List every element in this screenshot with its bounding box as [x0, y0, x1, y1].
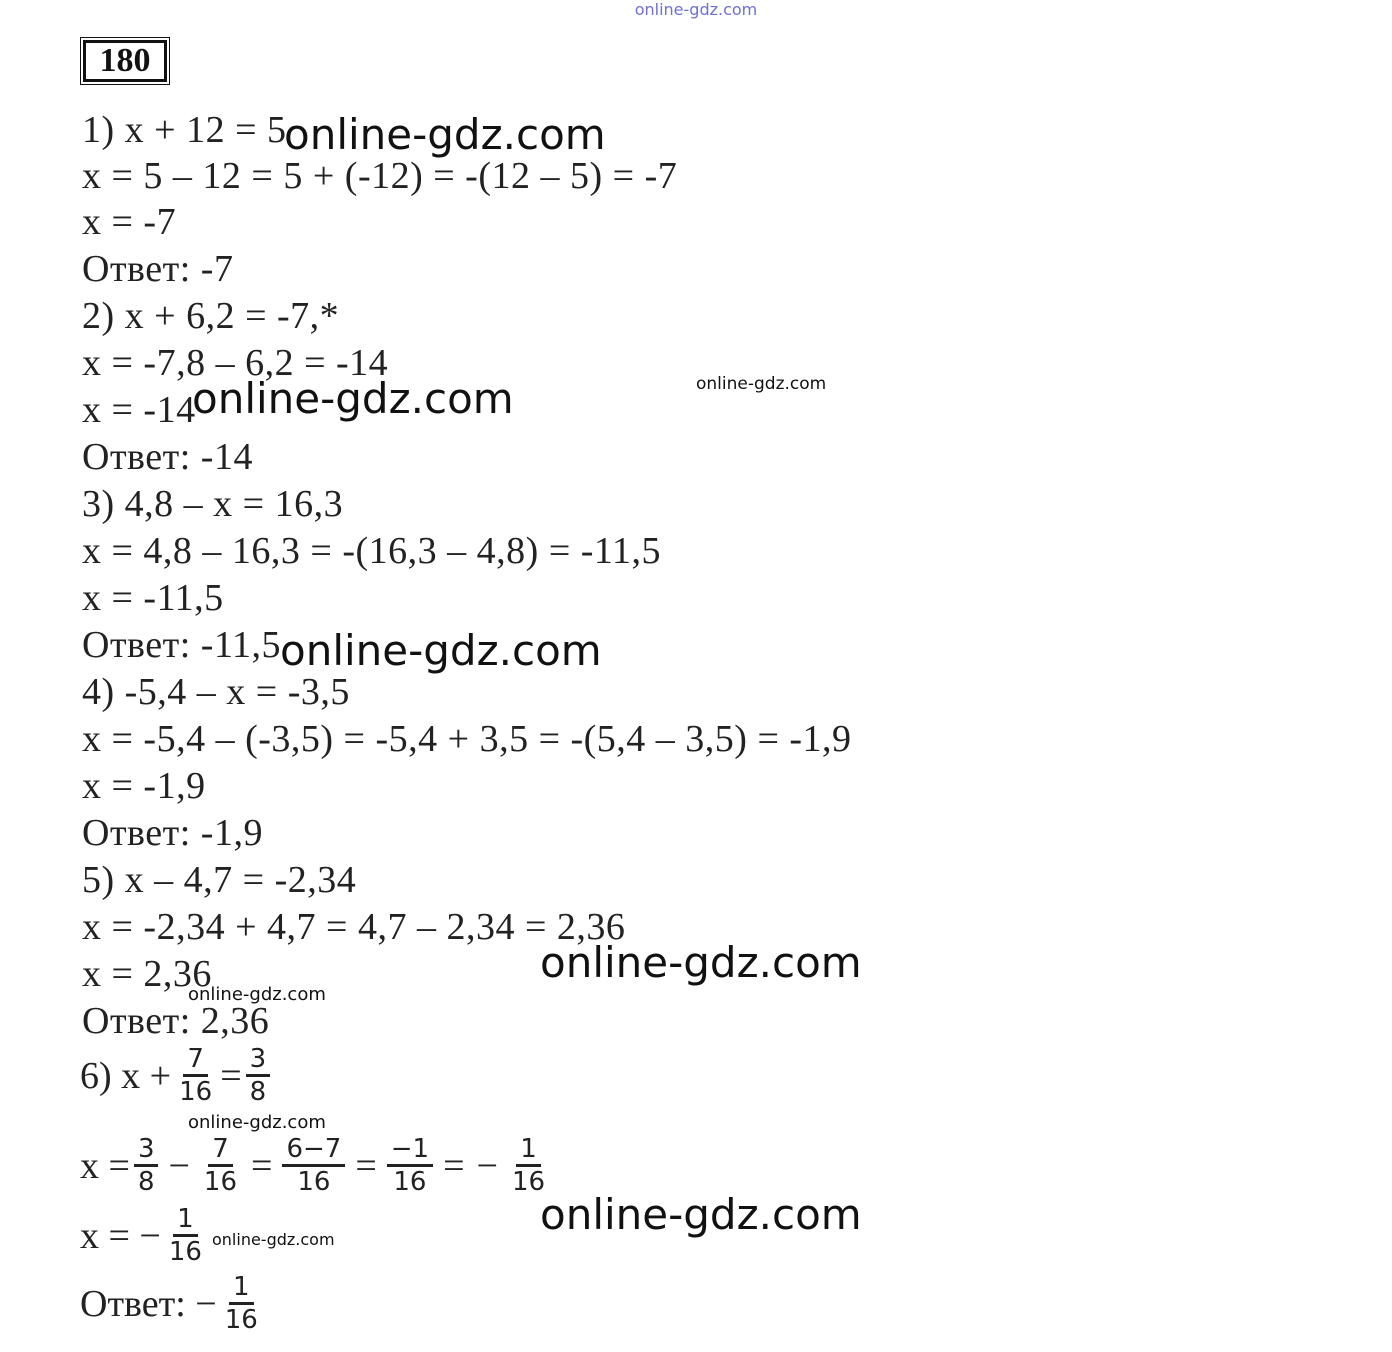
solution-line: 1) x + 12 = 5	[82, 109, 287, 151]
minus-sign: −	[476, 1144, 498, 1187]
equals-sign: =	[443, 1144, 465, 1187]
fraction	[175, 1044, 216, 1107]
fraction-numerator: 6−7	[282, 1134, 345, 1167]
minus-sign: −	[168, 1144, 190, 1187]
fraction-denominator: 16	[203, 1167, 238, 1197]
part6-prefix: 6) x +	[80, 1054, 172, 1097]
answer-line: Ответ: 2,36	[82, 1000, 270, 1042]
fraction-numerator: 1	[229, 1272, 254, 1305]
solution-line: x = -11,5	[82, 577, 224, 619]
solution-line: x = -2,34 + 4,7 = 4,7 – 2,34 = 2,36	[82, 906, 626, 948]
answer-line: Ответ: -11,5	[82, 624, 282, 666]
equals-sign: =	[220, 1054, 242, 1097]
part6-answer	[80, 1272, 266, 1335]
watermark-top: online-gdz.com	[634, 0, 758, 19]
fraction	[282, 1134, 345, 1197]
fraction-numerator: 7	[183, 1044, 208, 1077]
solution-line: 4) -5,4 – x = -3,5	[82, 671, 350, 713]
fraction-numerator: −1	[387, 1134, 433, 1167]
fraction	[387, 1134, 433, 1197]
solution-line: x = -14	[82, 389, 196, 431]
problem-number-box: 180	[83, 40, 167, 82]
answer-line: Ответ: -7	[82, 248, 234, 290]
fraction-numerator: 1	[173, 1204, 198, 1237]
solution-line: x = 5 – 12 = 5 + (-12) = -(12 – 5) = -7	[82, 155, 678, 197]
watermark: online-gdz.com	[280, 626, 602, 675]
solution-line: x = 2,36	[82, 953, 212, 995]
fraction-denominator: 16	[511, 1167, 546, 1197]
watermark: online-gdz.com	[540, 1190, 862, 1239]
watermark: online-gdz.com	[212, 1230, 335, 1249]
equals-sign: =	[251, 1144, 273, 1187]
part6-equation	[80, 1044, 274, 1107]
fraction	[165, 1204, 206, 1267]
part6-x-equals: x =	[80, 1144, 130, 1187]
fraction-numerator: 3	[134, 1134, 159, 1167]
watermark: online-gdz.com	[188, 1112, 326, 1133]
watermark: online-gdz.com	[188, 984, 326, 1005]
watermark: online-gdz.com	[192, 374, 514, 423]
fraction-denominator: 16	[297, 1167, 331, 1197]
solution-line: 5) x – 4,7 = -2,34	[82, 859, 357, 901]
answer-prefix: Ответ: −	[80, 1282, 217, 1325]
fraction	[221, 1272, 262, 1335]
solution-line: x = -1,9	[82, 765, 206, 807]
fraction-numerator: 1	[516, 1134, 541, 1167]
fraction-numerator: 3	[246, 1044, 271, 1077]
fraction-denominator: 16	[224, 1305, 258, 1335]
part6-result	[80, 1204, 210, 1267]
fraction	[508, 1134, 549, 1197]
answer-line: Ответ: -1,9	[82, 812, 263, 854]
solution-line: x = 4,8 – 16,3 = -(16,3 – 4,8) = -11,5	[82, 530, 661, 572]
equals-sign: =	[355, 1144, 377, 1187]
solution-line: 2) x + 6,2 = -7,*	[82, 295, 340, 337]
solution-line: x = -5,4 – (-3,5) = -5,4 + 3,5 = -(5,4 – 3,5) = -1,9	[82, 718, 852, 760]
fraction	[246, 1044, 271, 1107]
part6-solution	[80, 1134, 553, 1197]
fraction-numerator: 7	[208, 1134, 233, 1167]
fraction	[200, 1134, 241, 1197]
fraction	[134, 1134, 159, 1197]
watermark: online-gdz.com	[540, 938, 862, 987]
fraction-denominator: 8	[137, 1167, 155, 1197]
solution-line: x = -7	[82, 201, 177, 243]
watermark: online-gdz.com	[696, 374, 827, 394]
answer-line: Ответ: -14	[82, 436, 253, 478]
fraction-denominator: 16	[179, 1077, 213, 1107]
fraction-denominator: 16	[393, 1167, 427, 1197]
solution-line: x = -7,8 – 6,2 = -14	[82, 342, 389, 384]
watermark: online-gdz.com	[284, 110, 606, 159]
fraction-denominator: 8	[249, 1077, 267, 1107]
solution-line: 3) 4,8 – x = 16,3	[82, 483, 344, 525]
fraction-denominator: 16	[168, 1237, 202, 1267]
part6-x-equals-minus: x = −	[80, 1214, 161, 1257]
